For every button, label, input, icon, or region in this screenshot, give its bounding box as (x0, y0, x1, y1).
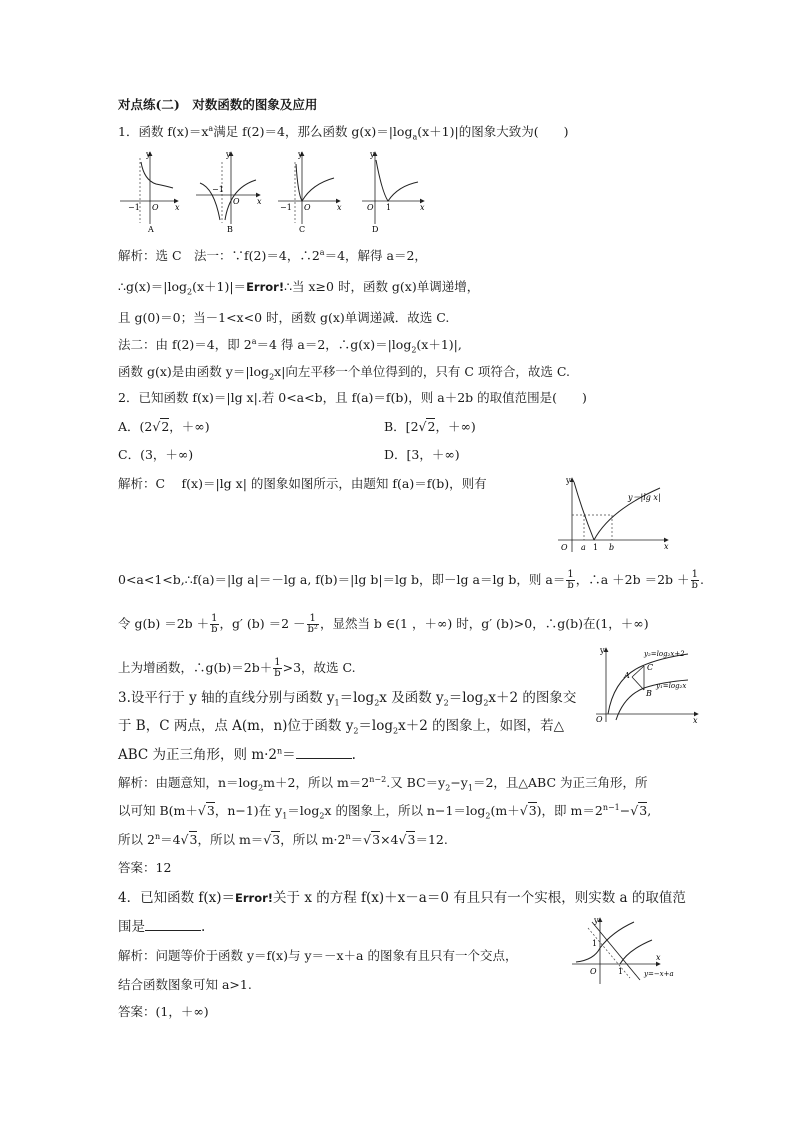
q1-solution-line-4: 法二：由 f(2)＝4，即 $2^a=4$ 得 a＝2，$\therefore g(x)=|\log_2(x+1)|$, (118, 336, 462, 355)
q1-graph-a (120, 150, 180, 234)
q3-answer: 答案：12 (118, 860, 172, 875)
svg-text:b: b (609, 543, 615, 552)
svg-text:A: A (148, 225, 154, 234)
svg-text:x: x (337, 203, 342, 212)
svg-text:x: x (693, 716, 698, 724)
q1-solution-line-1: 解析：选 C 法一：∵f(2)＝4，$\therefore 2^a=4$，解得 a＝2， (118, 247, 427, 263)
svg-text:O: O (596, 715, 603, 724)
svg-text:y: y (146, 150, 151, 159)
q4-solution-line-1: 解析：问题等价于函数 y＝f(x)与 y＝－x＋a 的图象有且只有一个交点， (118, 948, 518, 963)
svg-text:y: y (226, 150, 231, 159)
svg-text:B: B (646, 689, 652, 698)
svg-text:y: y (370, 150, 375, 159)
q3-graph (592, 644, 702, 724)
svg-text:y＝|lg x|: y＝|lg x| (628, 493, 661, 502)
q4-stem-line-2: 围是 . (118, 919, 206, 935)
q4-answer-blank[interactable] (145, 918, 201, 931)
svg-text:1: 1 (618, 967, 624, 976)
q2-solution-line-2: 0<a<1<b,∴f(a)＝|lg a|＝－lg a, f(b)＝|lg b|＝lg b，即－lg a＝lg b，则 a＝ $\frac{1}{b}$ ，∴a ＋2b ＝2b ＋ $\frac{1}{b}$ . (118, 569, 704, 591)
q3-stem-line-2: 于 B，C 两点，点 A(m，n)位于函数 $y_2=\log_2x+2$ 的图象上，如图，若△ (118, 718, 564, 736)
q1-graph-d (362, 150, 425, 234)
svg-text:O: O (367, 203, 374, 212)
q3-solution-line-3: 所以 $2^n=4√3$，所以 m＝√3，所以 $m\cdot 2^n=√3\times 4√3=12$. (118, 831, 448, 847)
q2-solution-line-4: 上为增函数，∴g(b)＝2b＋ $\frac{1}{b}$ >3，故选 C. (118, 657, 356, 679)
svg-text:y: y (594, 916, 599, 925)
q1-solution-line-3: 且 g(0)＝0；当－1<x<0 时，函数 g(x)单调递减．故选 C. (118, 310, 450, 325)
svg-text:y: y (298, 150, 303, 159)
svg-text:a: a (581, 543, 586, 552)
svg-text:O: O (233, 197, 240, 206)
svg-text:O: O (304, 203, 311, 212)
svg-text:1: 1 (593, 543, 599, 552)
q4-stem-line-1: 4．已知函数 f(x)＝Error!关于 x 的方程 f(x)＋x－a＝0 有且只有一个实根，则实数 a 的取值范 (118, 890, 686, 906)
svg-text:−1: −1 (280, 203, 292, 212)
q2-option-c: C．(3，＋∞) (118, 447, 194, 462)
svg-text:x: x (664, 542, 669, 551)
svg-text:C: C (647, 663, 654, 672)
svg-text:O: O (152, 203, 159, 212)
svg-text:y₁=log₂x: y₁=log₂x (656, 682, 687, 690)
q2-option-d: D．[3，＋∞) (384, 447, 460, 462)
q2-stem: 2．已知函数 f(x)＝|lg x|.若 0<a<b，且 f(a)＝f(b)，则 a＋2b 的取值范围是( ) (118, 390, 587, 405)
q3-stem-line-3: ABC 为正三角形，则 $m\cdot 2^n=$ . (118, 746, 356, 763)
svg-text:y: y (600, 646, 605, 655)
svg-text:O: O (590, 967, 597, 976)
q1-solution-line-5: 函数 g(x)是由函数 $y=|\log_2x|$向左平移一个单位得到的，只有 C 项符合，故选 C. (118, 364, 570, 382)
q1-stem: 1．函数 $f(x)=x^a$满足 f(2)＝4，那么函数 $g(x)=|\log_a(x+1)|$的图象大致为( ) (118, 123, 569, 142)
svg-text:B: B (227, 225, 233, 234)
q2-solution-line-1: 解析：C f(x)＝|lg x| 的图象如图所示，由题知 f(a)＝f(b)，则有 (118, 476, 487, 491)
svg-text:C: C (299, 225, 306, 234)
svg-text:y: y (566, 476, 571, 485)
svg-text:−1: −1 (128, 203, 140, 212)
svg-text:x: x (656, 953, 661, 962)
q3-answer-blank[interactable] (296, 746, 352, 759)
svg-text:O: O (561, 543, 568, 552)
q2-graph (548, 474, 672, 554)
q1-graph-b (196, 150, 262, 234)
svg-text:−1: −1 (212, 185, 224, 194)
q1-graph-c (278, 150, 342, 234)
q4-answer: 答案：(1，＋∞) (118, 1004, 209, 1019)
svg-text:x: x (420, 203, 425, 212)
q2-option-b: B．[2√2，＋∞) (384, 419, 476, 434)
q3-solution-line-2: 以可知 B(m＋√3，n−1)在 $y_1=\log_2x$ 的图象上，所以 $n-1=\log_2(m+√3)$，即 $m=2^{n-1}-√3$, (118, 802, 652, 821)
svg-text:D: D (372, 225, 379, 234)
q2-option-a: A．(2√2，＋∞) (118, 419, 210, 434)
q1-option-graphs (118, 148, 428, 234)
svg-text:x: x (175, 203, 180, 212)
section-title: 对点练(二) 对数函数的图象及应用 (118, 97, 318, 112)
q2-solution-line-3: 令 g(b) ＝2b ＋ $\frac{1}{b}$ ，g′ (b) ＝2 － $\frac{1}{\text{b²}}$ ，显然当 b ∈(1 ，＋∞) 时，g′ (b)>0，∴g(b)在(1，＋∞) (118, 613, 649, 635)
svg-text:1: 1 (386, 203, 392, 212)
q3-solution-line-1: 解析：由题意知，$n=\log_2m+2$，所以 $m=2^{n-2}$.又 $BC=y_2-y_1=2$，且△ABC 为正三角形，所 (118, 774, 648, 793)
svg-text:1: 1 (592, 939, 598, 948)
svg-text:A: A (624, 671, 630, 680)
svg-text:x: x (257, 197, 262, 206)
q1-solution-line-2: $\therefore g(x)=|\log_2(x+1)|=Error!\therefore$当 x≥0 时，函数 g(x)单调递增， (118, 279, 480, 297)
svg-text:y=−x+a: y=−x+a (644, 970, 674, 978)
q4-graph (568, 914, 680, 986)
q3-stem-line-1: 3.设平行于 y 轴的直线分别与函数 $y_1=\log_2x$ 及函数 $y_2=\log_2x+2$ 的图象交 (118, 690, 577, 708)
q4-solution-line-2: 结合函数图象可知 a>1. (118, 977, 252, 992)
svg-text:y₂=log₂x+2: y₂=log₂x+2 (644, 650, 685, 658)
